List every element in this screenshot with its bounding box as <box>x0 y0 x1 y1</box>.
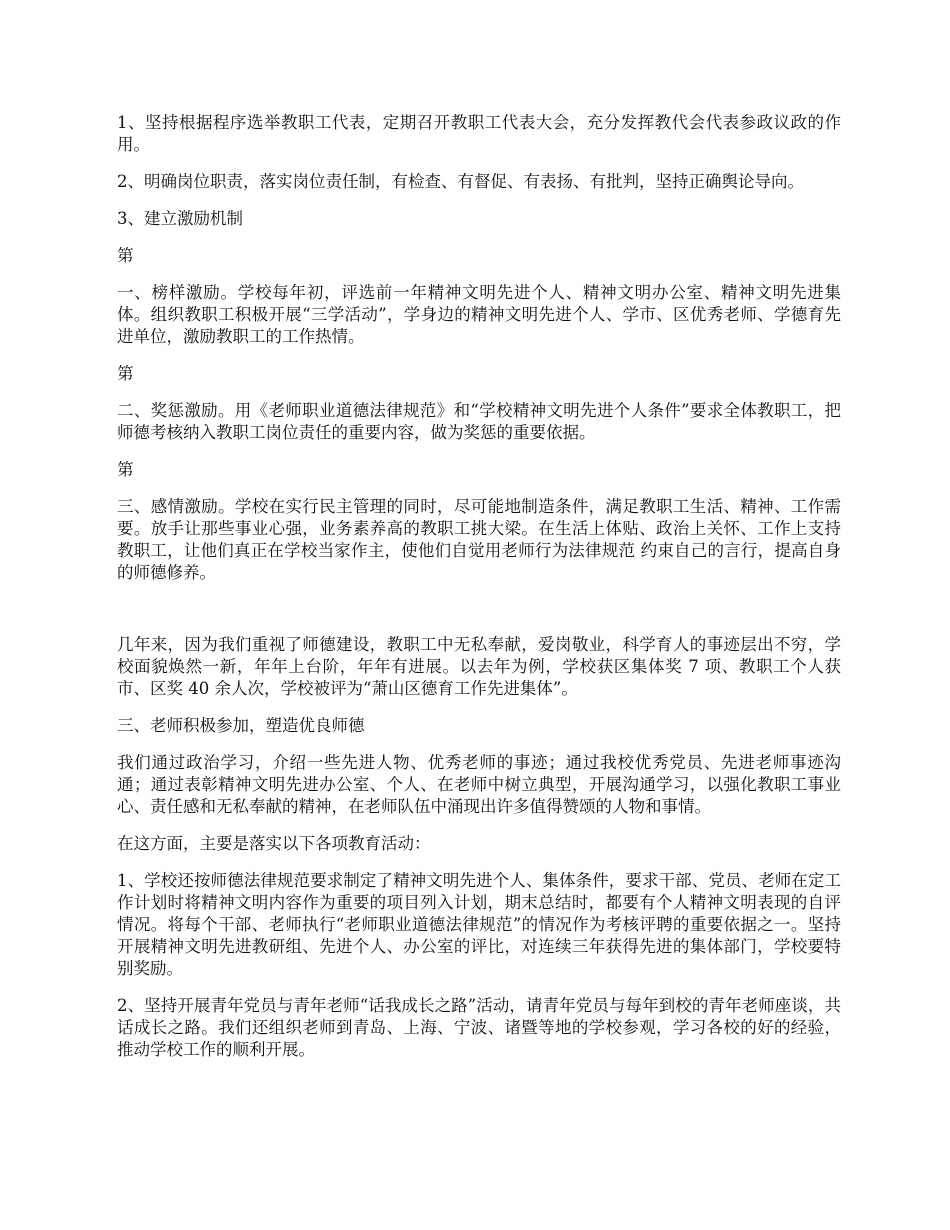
paragraph-9: 三、感情激励。学校在实行民主管理的同时，尽可能地制造条件，满足教职工生活、精神、工作需要。放手让那些事业心强，业务素养高的教职工挑大梁。在生活上体贴、政治上关怀、工作上支持教职工，让他们真正在学校当家作主，使他们自觉用老师行为法律规范 约束自己的言行，提高自身的师德修养。 <box>117 497 841 582</box>
paragraph-1: 1、坚持根据程序选举教职工代表，定期召开教职工代表大会，充分发挥教代会代表参政议政的作用。 <box>117 113 841 154</box>
paragraph-2: 2、明确岗位职责，落实岗位责任制，有检查、有督促、有表扬、有批判，坚持正确舆论导向。 <box>117 172 804 191</box>
paragraph-14: 1、学校还按师德法律规范要求制定了精神文明先进个人、集体条件，要求干部、党员、老师在定工作计划时将精神文明内容作为重要的项目列入计划，期末总结时，都要有个人精神文明表现的自评情况。将每个干部、老师执行“老师职业道德法律规范”的情况作为考核评聘的重要依据之一。坚持开展精神文明先进教研组、先进个人、办公室的评比，对连续三年获得先进的集体部门，学校要特别奖励。 <box>117 871 841 978</box>
section-gap <box>117 599 841 634</box>
paragraph-13: 在这方面，主要是落实以下各项教育活动： <box>117 834 431 853</box>
paragraph-7: 二、奖惩激励。用《老师职业道德法律规范》和“学校精神文明先进个人条件”要求全体教职工，把师德考核纳入教职工岗位责任的重要内容，做为奖惩的重要依据。 <box>117 401 841 442</box>
paragraph-12: 我们通过政治学习，介绍一些先进人物、优秀老师的事迹；通过我校优秀党员、先进老师事迹沟通；通过表彰精神文明先进办公室、个人、在老师中树立典型，开展沟通学习，以强化教职工事业心、责任感和无私奉献的精神，在老师队伍中涌现出许多值得赞颂的人物和事情。 <box>117 753 841 816</box>
paragraph-10: 几年来，因为我们重视了师德建设，教职工中无私奉献，爱岗敬业，科学育人的事迹层出不穷，学校面貌焕然一新，年年上台阶，年年有进展。以去年为例，学校获区集体奖 7 项、教职工个人获市、区奖 40 余人次，学校被评为“萧山区德育工作先进集体”。 <box>117 635 841 698</box>
paragraph-5: 一、榜样激励。学校每年初，评选前一年精神文明先进个人、精神文明办公室、精神文明先进集体。组织教职工积极开展“三学活动”，学身边的精神文明先进个人、学市、区优秀老师、学德育先进单位，激励教职工的工作热情。 <box>117 283 841 346</box>
paragraph-4: 第 <box>117 246 134 265</box>
document-page <box>117 112 841 1076</box>
paragraph-6: 第 <box>117 364 134 383</box>
paragraph-3: 3、建立激励机制 <box>117 209 243 228</box>
paragraph-15: 2、坚持开展青年党员与青年老师“话我成长之路”活动，请青年党员与每年到校的青年老师座谈，共话成长之路。我们还组织老师到青岛、上海、宁波、诸暨等地的学校参观，学习各校的好的经验，推动学校工作的顺利开展。 <box>117 996 841 1059</box>
paragraph-11: 三、老师积极参加，塑造优良师德 <box>117 716 365 735</box>
paragraph-8: 第 <box>117 460 134 479</box>
